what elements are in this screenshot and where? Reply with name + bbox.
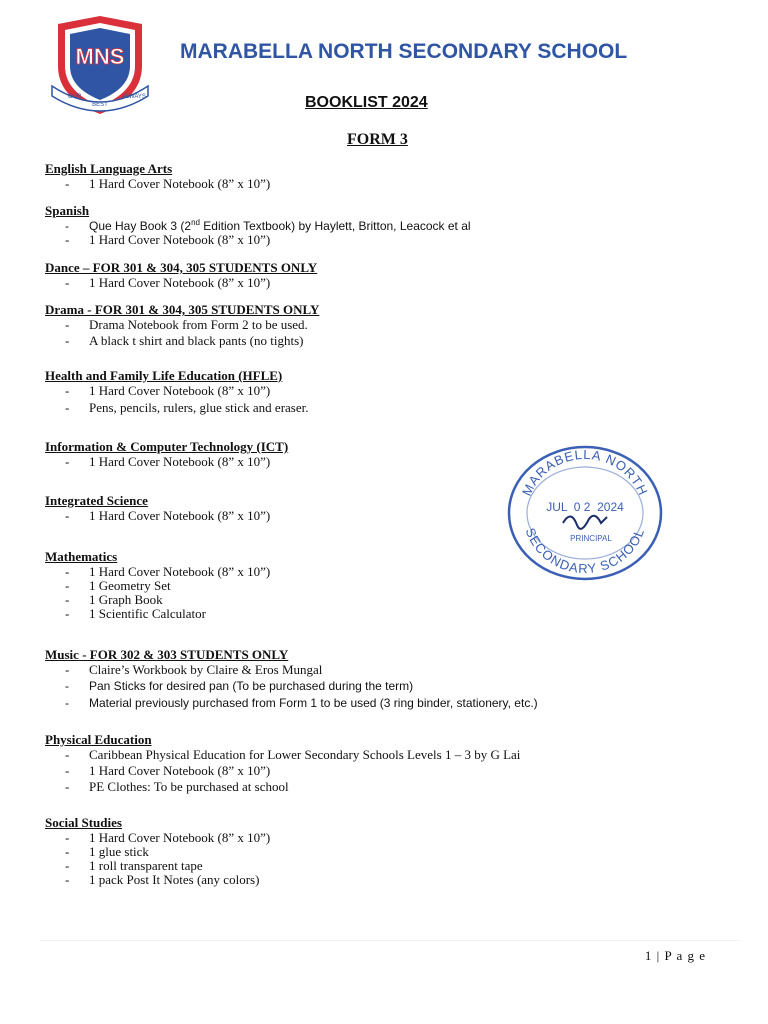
section-dance	[45, 261, 735, 290]
page-title: BOOKLIST 2024	[305, 94, 428, 111]
section-heading: Mathematics	[45, 549, 118, 564]
school-logo	[50, 14, 150, 118]
list-item: - Caribbean Physical Education for Lower Secondary Schools Levels 1 – 3 by G Lai	[45, 748, 735, 762]
section-english	[45, 162, 735, 191]
section-social-studies	[45, 816, 735, 887]
list-item: - 1 Hard Cover Notebook (8” x 10”)	[45, 177, 735, 191]
list-item: - PE Clothes: To be purchased at school	[45, 780, 735, 794]
stamp-top-text: MARABELLA NORTH	[518, 446, 652, 499]
section-heading: Music - FOR 302 & 303 STUDENTS ONLY	[45, 647, 289, 662]
logo-motto-left: OUR	[68, 94, 82, 100]
section-heading: Dance – FOR 301 & 304, 305 STUDENTS ONLY	[45, 260, 318, 275]
list-item: - 1 pack Post It Notes (any colors)	[45, 873, 735, 887]
page-number: 1 | P a g e	[644, 948, 706, 963]
list-item: - Claire’s Workbook by Claire & Eros Mungal	[45, 663, 735, 677]
stamp-signature	[563, 516, 607, 529]
section-hfle	[45, 369, 735, 415]
list-item: - Que Hay Book 3 (2nd Edition Textbook) by Haylett, Britton, Leacock et al	[45, 219, 735, 233]
principal-stamp	[505, 443, 665, 583]
section-heading: Information & Computer Technology (ICT)	[45, 439, 289, 454]
section-spanish	[45, 204, 735, 247]
list-item: - 1 Hard Cover Notebook (8” x 10”)	[45, 764, 735, 778]
logo-motto-center: BEST	[92, 102, 108, 108]
list-item: - Drama Notebook from Form 2 to be used.	[45, 318, 735, 332]
list-item: - 1 Hard Cover Notebook (8” x 10”)	[45, 276, 735, 290]
list-item: - 1 Scientific Calculator	[45, 607, 735, 621]
list-item: - 1 glue stick	[45, 845, 735, 859]
section-heading: Social Studies	[45, 815, 122, 830]
logo-motto-right: ALWAYS	[122, 94, 146, 100]
svg-text:MARABELLA NORTH	[519, 447, 651, 498]
section-heading: Integrated Science	[45, 493, 148, 508]
form-title: FORM 3	[347, 131, 408, 148]
list-item: - Pan Sticks for desired pan (To be purchased during the term)	[45, 679, 735, 693]
list-item: - 1 Graph Book	[45, 593, 735, 607]
stamp-date: JUL 0 2 2024	[546, 500, 624, 514]
list-item: - 1 Hard Cover Notebook (8” x 10”)	[45, 565, 735, 579]
section-music	[45, 648, 735, 710]
section-heading: Drama - FOR 301 & 304, 305 STUDENTS ONLY	[45, 302, 320, 317]
list-item: - 1 roll transparent tape	[45, 859, 735, 873]
section-drama	[45, 303, 735, 348]
section-heading: English Language Arts	[45, 161, 173, 176]
list-item: - 1 Hard Cover Notebook (8” x 10”)	[45, 455, 735, 469]
list-item: - 1 Hard Cover Notebook (8” x 10”)	[45, 831, 735, 845]
stamp-role: PRINCIPAL	[570, 534, 612, 543]
school-name: MARABELLA NORTH SECONDARY SCHOOL	[180, 40, 628, 63]
list-item: - Material previously purchased from Form 1 to be used (3 ring binder, stationery, etc.)	[45, 696, 735, 710]
list-item: - 1 Hard Cover Notebook (8” x 10”)	[45, 509, 735, 523]
list-item: - 1 Geometry Set	[45, 579, 735, 593]
list-item: - 1 Hard Cover Notebook (8” x 10”)	[45, 233, 735, 247]
list-item: - A black t shirt and black pants (no tights)	[45, 334, 735, 348]
section-heading: Health and Family Life Education (HFLE)	[45, 368, 283, 383]
section-heading: Spanish	[45, 203, 90, 218]
list-item: - 1 Hard Cover Notebook (8” x 10”)	[45, 384, 735, 398]
list-item: - Pens, pencils, rulers, glue stick and eraser.	[45, 401, 735, 415]
footer-divider	[40, 940, 740, 941]
logo-letters: MNS	[75, 44, 125, 69]
section-heading: Physical Education	[45, 732, 152, 747]
stamp-bottom-text: SECONDARY SCHOOL	[522, 525, 648, 577]
section-physical-education	[45, 733, 735, 794]
